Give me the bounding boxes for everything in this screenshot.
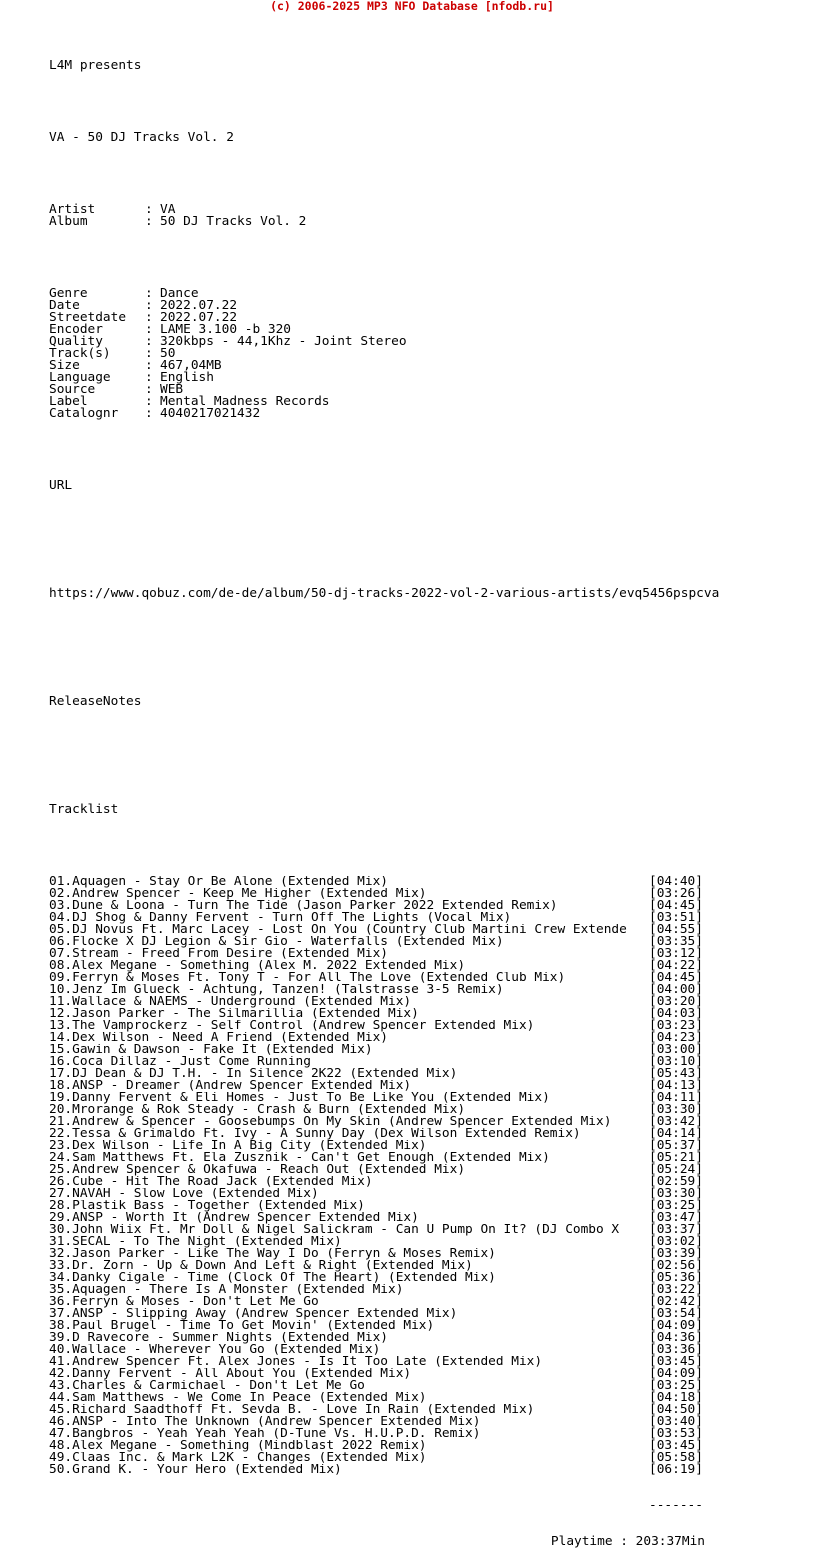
blank-line xyxy=(49,840,819,852)
info-field-key: Streetdate xyxy=(49,310,127,325)
track-duration: [02:56] xyxy=(649,1258,703,1273)
track-row xyxy=(49,1092,819,1104)
track-duration: [04:11] xyxy=(649,1090,703,1105)
info-field-colon: : xyxy=(145,406,153,421)
track-title: 08.Alex Megane - Something (Alex M. 2022 Extended Mix) xyxy=(49,960,466,972)
track-row xyxy=(49,1260,819,1272)
track-row xyxy=(49,996,819,1008)
track-duration: [04:55] xyxy=(649,922,703,937)
track-duration: [02:42] xyxy=(649,1294,703,1309)
track-title: 35.Aquagen - There Is A Monster (Extended Mix) xyxy=(49,1284,404,1296)
info-field-key: Artist xyxy=(49,202,96,217)
track-row xyxy=(49,1416,819,1428)
track-title: 36.Ferryn & Moses - Don't Let Me Go xyxy=(49,1296,319,1308)
track-row xyxy=(49,1068,819,1080)
track-title: 14.Dex Wilson - Need A Friend (Extended Mix) xyxy=(49,1032,388,1044)
info-field-colon: : xyxy=(145,202,153,217)
track-title: 46.ANSP - Into The Unknown (Andrew Spencer Extended Mix) xyxy=(49,1416,481,1428)
release-title: VA - 50 DJ Tracks Vol. 2 xyxy=(49,130,234,145)
track-title: 39.D Ravecore - Summer Nights (Extended Mix) xyxy=(49,1332,388,1344)
track-row xyxy=(49,1464,819,1476)
info-field xyxy=(49,408,819,420)
track-title: 47.Bangbros - Yeah Yeah Yeah (D-Tune Vs. H.U.P.D. Remix) xyxy=(49,1428,481,1440)
track-row xyxy=(49,1308,819,1320)
info-field-value: VA xyxy=(160,202,176,217)
blank-line xyxy=(49,624,819,636)
info-field-key: Genre xyxy=(49,286,88,301)
blank-line xyxy=(49,552,819,564)
track-title: 43.Charles & Carmichael - Don't Let Me Go xyxy=(49,1380,365,1392)
info-field-colon: : xyxy=(145,322,153,337)
url-heading: URL xyxy=(49,478,73,493)
nfo-document xyxy=(49,36,819,1560)
track-row xyxy=(49,1380,819,1392)
info-field-colon: : xyxy=(145,310,153,325)
track-row xyxy=(49,924,819,936)
info-field-value: 2022.07.22 xyxy=(160,298,238,313)
release-notes-heading: ReleaseNotes xyxy=(49,694,142,709)
info-field-key: Language xyxy=(49,370,111,385)
track-title: 44.Sam Matthews - We Come In Peace (Extended Mix) xyxy=(49,1392,427,1404)
track-row xyxy=(49,1236,819,1248)
track-row xyxy=(49,1224,819,1236)
info-field-key: Size xyxy=(49,358,80,373)
track-duration: [03:35] xyxy=(649,934,703,949)
track-title: 48.Alex Megane - Something (Mindblast 2022 Remix) xyxy=(49,1440,427,1452)
info-field-colon: : xyxy=(145,346,153,361)
track-row xyxy=(49,1200,819,1212)
track-duration: [03:47] xyxy=(649,1210,703,1225)
track-title: 40.Wallace - Wherever You Go (Extended Mix) xyxy=(49,1344,381,1356)
info-field-colon: : xyxy=(145,394,153,409)
track-duration: [05:24] xyxy=(649,1162,703,1177)
info-field-colon: : xyxy=(145,382,153,397)
track-duration: [04:23] xyxy=(649,1030,703,1045)
track-duration: [05:43] xyxy=(649,1066,703,1081)
track-row xyxy=(49,1056,819,1068)
tracklist xyxy=(49,876,819,1476)
track-title: 50.Grand K. - Your Hero (Extended Mix) xyxy=(49,1464,342,1476)
blank-line xyxy=(49,660,819,672)
track-duration: [04:00] xyxy=(649,982,703,997)
blank-line xyxy=(49,444,819,456)
presenter-line: L4M presents xyxy=(49,58,142,73)
copyright-banner: (c) 2006-2025 MP3 NFO Database [nfodb.ru] xyxy=(270,0,554,13)
track-row xyxy=(49,1128,819,1140)
track-title: 42.Danny Fervent - All About You (Extended Mix) xyxy=(49,1368,412,1380)
track-title: 41.Andrew Spencer Ft. Alex Jones - Is It Too Late (Extended Mix) xyxy=(49,1356,543,1368)
track-duration: [03:36] xyxy=(649,1342,703,1357)
separator-line xyxy=(49,1500,819,1512)
blank-line xyxy=(49,252,819,264)
track-row xyxy=(49,1284,819,1296)
track-duration: [04:09] xyxy=(649,1318,703,1333)
track-row xyxy=(49,1008,819,1020)
track-duration: [03:02] xyxy=(649,1234,703,1249)
separator: ------- xyxy=(649,1498,703,1513)
track-title: 27.NAVAH - Slow Love (Extended Mix) xyxy=(49,1188,319,1200)
track-row xyxy=(49,1344,819,1356)
track-duration: [02:59] xyxy=(649,1174,703,1189)
track-duration: [03:40] xyxy=(649,1414,703,1429)
track-title: 16.Coca Dillaz - Just Come Running xyxy=(49,1056,311,1068)
track-row xyxy=(49,1116,819,1128)
info-field-colon: : xyxy=(145,370,153,385)
track-title: 17.DJ Dean & DJ T.H. - In Silence 2K22 (Extended Mix) xyxy=(49,1068,458,1080)
track-duration: [03:12] xyxy=(649,946,703,961)
track-duration: [04:14] xyxy=(649,1126,703,1141)
track-row xyxy=(49,1212,819,1224)
track-title: 37.ANSP - Slipping Away (Andrew Spencer Extended Mix) xyxy=(49,1308,458,1320)
info-field-key: Quality xyxy=(49,334,103,349)
track-title: 45.Richard Saadthoff Ft. Sevda B. - Love In Rain (Extended Mix) xyxy=(49,1404,535,1416)
track-duration: [05:37] xyxy=(649,1138,703,1153)
track-duration: [05:58] xyxy=(649,1450,703,1465)
info-field-value: 2022.07.22 xyxy=(160,310,238,325)
track-title: 09.Ferryn & Moses Ft. Tony T - For All The Love (Extended Club Mix) xyxy=(49,972,566,984)
track-row xyxy=(49,972,819,984)
track-title: 11.Wallace & NAEMS - Underground (Extended Mix) xyxy=(49,996,412,1008)
track-duration: [03:30] xyxy=(649,1102,703,1117)
info-field xyxy=(49,216,819,228)
info-field-value: Mental Madness Records xyxy=(160,394,330,409)
info-field-colon: : xyxy=(145,286,153,301)
info-field-colon: : xyxy=(145,358,153,373)
blank-line xyxy=(49,96,819,108)
track-title: 31.SECAL - To The Night (Extended Mix) xyxy=(49,1236,342,1248)
track-row xyxy=(49,1152,819,1164)
track-duration: [03:53] xyxy=(649,1426,703,1441)
info-field-key: Encoder xyxy=(49,322,103,337)
track-duration: [03:45] xyxy=(649,1438,703,1453)
info-field-value: 320kbps - 44,1Khz - Joint Stereo xyxy=(160,334,407,349)
track-duration: [03:45] xyxy=(649,1354,703,1369)
track-duration: [04:45] xyxy=(649,898,703,913)
track-title: 15.Gawin & Dawson - Fake It (Extended Mix) xyxy=(49,1044,373,1056)
track-row xyxy=(49,1020,819,1032)
track-title: 07.Stream - Freed From Desire (Extended Mix) xyxy=(49,948,388,960)
track-duration: [05:36] xyxy=(649,1270,703,1285)
track-row xyxy=(49,1404,819,1416)
track-row xyxy=(49,1368,819,1380)
tracklist-heading: Tracklist xyxy=(49,802,119,817)
track-title: 03.Dune & Loona - Turn The Tide (Jason Parker 2022 Extended Remix) xyxy=(49,900,558,912)
track-duration: [04:50] xyxy=(649,1402,703,1417)
info-field-key: Label xyxy=(49,394,88,409)
info-field-key: Track(s) xyxy=(49,346,111,361)
track-row xyxy=(49,936,819,948)
track-duration: [04:13] xyxy=(649,1078,703,1093)
track-duration: [05:21] xyxy=(649,1150,703,1165)
blank-line xyxy=(49,168,819,180)
track-row xyxy=(49,1332,819,1344)
track-duration: [03:54] xyxy=(649,1306,703,1321)
track-title: 34.Danky Cigale - Time (Clock Of The Heart) (Extended Mix) xyxy=(49,1272,496,1284)
track-row xyxy=(49,1320,819,1332)
track-row xyxy=(49,1428,819,1440)
track-row xyxy=(49,1140,819,1152)
info-field-key: Album xyxy=(49,214,88,229)
track-duration: [04:22] xyxy=(649,958,703,973)
track-title: 10.Jenz Im Glueck - Achtung, Tanzen! (Talstrasse 3-5 Remix) xyxy=(49,984,504,996)
track-row xyxy=(49,948,819,960)
track-row xyxy=(49,1296,819,1308)
track-row xyxy=(49,1164,819,1176)
info-field-value: LAME 3.100 -b 320 xyxy=(160,322,291,337)
track-title: 33.Dr. Zorn - Up & Down And Left & Right (Extended Mix) xyxy=(49,1260,473,1272)
track-row xyxy=(49,1392,819,1404)
track-row xyxy=(49,960,819,972)
info-details-block xyxy=(49,288,819,420)
track-duration: [04:40] xyxy=(649,874,703,889)
track-row xyxy=(49,1104,819,1116)
info-field-key: Catalognr xyxy=(49,406,119,421)
track-title: 06.Flocke X DJ Legion & Sir Gio - Waterfalls (Extended Mix) xyxy=(49,936,504,948)
track-row xyxy=(49,1272,819,1284)
track-title: 19.Danny Fervent & Eli Homes - Just To Be Like You (Extended Mix) xyxy=(49,1092,550,1104)
track-duration: [03:23] xyxy=(649,1018,703,1033)
info-field-value: 467,04MB xyxy=(160,358,222,373)
blank-line xyxy=(49,516,819,528)
track-title: 38.Paul Brugel - Time To Get Movin' (Extended Mix) xyxy=(49,1320,435,1332)
track-title: 12.Jason Parker - The Silmarillia (Extended Mix) xyxy=(49,1008,419,1020)
playtime-line xyxy=(49,1536,819,1548)
track-title: 13.The Vamprockerz - Self Control (Andrew Spencer Extended Mix) xyxy=(49,1020,535,1032)
track-row xyxy=(49,1176,819,1188)
track-duration: [03:25] xyxy=(649,1378,703,1393)
blank-line xyxy=(49,768,819,780)
info-top-block xyxy=(49,204,819,228)
track-title: 32.Jason Parker - Like The Way I Do (Ferryn & Moses Remix) xyxy=(49,1248,496,1260)
track-duration: [03:37] xyxy=(649,1222,703,1237)
track-title: 18.ANSP - Dreamer (Andrew Spencer Extended Mix) xyxy=(49,1080,412,1092)
info-field-value: 50 xyxy=(160,346,176,361)
track-duration: [04:18] xyxy=(649,1390,703,1405)
info-field-value: English xyxy=(160,370,214,385)
track-title: 22.Tessa & Grimaldo Ft. Ivy - A Sunny Day (Dex Wilson Extended Remix) xyxy=(49,1128,581,1140)
track-title: 26.Cube - Hit The Road Jack (Extended Mix) xyxy=(49,1176,373,1188)
track-row xyxy=(49,900,819,912)
track-title: 30.John Wiix Ft. Mr Doll & Nigel Salickram - Can U Pump On It? (DJ Combo X xyxy=(49,1224,620,1236)
info-field-colon: : xyxy=(145,214,153,229)
track-duration: [04:03] xyxy=(649,1006,703,1021)
playtime: Playtime : 203:37Min xyxy=(550,1534,705,1549)
track-title: 20.Mrorange & Rok Steady - Crash & Burn (Extended Mix) xyxy=(49,1104,466,1116)
track-row xyxy=(49,912,819,924)
info-field-value: 4040217021432 xyxy=(160,406,261,421)
track-row xyxy=(49,876,819,888)
track-duration: [04:36] xyxy=(649,1330,703,1345)
track-duration: [03:42] xyxy=(649,1114,703,1129)
track-row xyxy=(49,1440,819,1452)
track-title: 21.Andrew & Spencer - Goosebumps On My Skin (Andrew Spencer Extended Mix) xyxy=(49,1116,612,1128)
track-title: 49.Claas Inc. & Mark L2K - Changes (Extended Mix) xyxy=(49,1452,427,1464)
info-field-value: 50 DJ Tracks Vol. 2 xyxy=(160,214,307,229)
track-title: 01.Aquagen - Stay Or Be Alone (Extended Mix) xyxy=(49,876,388,888)
track-duration: [03:51] xyxy=(649,910,703,925)
track-row xyxy=(49,1080,819,1092)
track-duration: [06:19] xyxy=(649,1462,703,1477)
track-duration: [03:20] xyxy=(649,994,703,1009)
track-title: 25.Andrew Spencer & Okafuwa - Reach Out (Extended Mix) xyxy=(49,1164,466,1176)
info-field-value: WEB xyxy=(160,382,184,397)
track-row xyxy=(49,984,819,996)
info-field-value: Dance xyxy=(160,286,199,301)
track-title: 05.DJ Novus Ft. Marc Lacey - Lost On You (Country Club Martini Crew Extende xyxy=(49,924,627,936)
track-title: 04.DJ Shog & Danny Fervent - Turn Off The Lights (Vocal Mix) xyxy=(49,912,512,924)
track-row xyxy=(49,888,819,900)
info-field-key: Date xyxy=(49,298,80,313)
track-duration: [03:30] xyxy=(649,1186,703,1201)
blank-line xyxy=(49,732,819,744)
track-row xyxy=(49,1044,819,1056)
track-row xyxy=(49,1452,819,1464)
track-duration: [03:39] xyxy=(649,1246,703,1261)
track-row xyxy=(49,1188,819,1200)
track-row xyxy=(49,1032,819,1044)
track-duration: [04:09] xyxy=(649,1366,703,1381)
track-title: 24.Sam Matthews Ft. Ela Zusznik - Can't Get Enough (Extended Mix) xyxy=(49,1152,550,1164)
track-title: 02.Andrew Spencer - Keep Me Higher (Extended Mix) xyxy=(49,888,427,900)
info-field-colon: : xyxy=(145,298,153,313)
track-duration: [03:26] xyxy=(649,886,703,901)
track-duration: [04:45] xyxy=(649,970,703,985)
track-row xyxy=(49,1248,819,1260)
track-title: 29.ANSP - Worth It (Andrew Spencer Extended Mix) xyxy=(49,1212,419,1224)
track-row xyxy=(49,1356,819,1368)
info-field-colon: : xyxy=(145,334,153,349)
track-duration: [03:10] xyxy=(649,1054,703,1069)
info-field-key: Source xyxy=(49,382,96,397)
track-duration: [03:25] xyxy=(649,1198,703,1213)
track-duration: [03:00] xyxy=(649,1042,703,1057)
track-title: 23.Dex Wilson - Life In A Big City (Extended Mix) xyxy=(49,1140,427,1152)
url-link[interactable]: https://www.qobuz.com/de-de/album/50-dj-tracks-2022-vol-2-various-artists/evq5456pspcva xyxy=(49,586,720,601)
track-duration: [03:22] xyxy=(649,1282,703,1297)
track-title: 28.Plastik Bass - Together (Extended Mix) xyxy=(49,1200,365,1212)
